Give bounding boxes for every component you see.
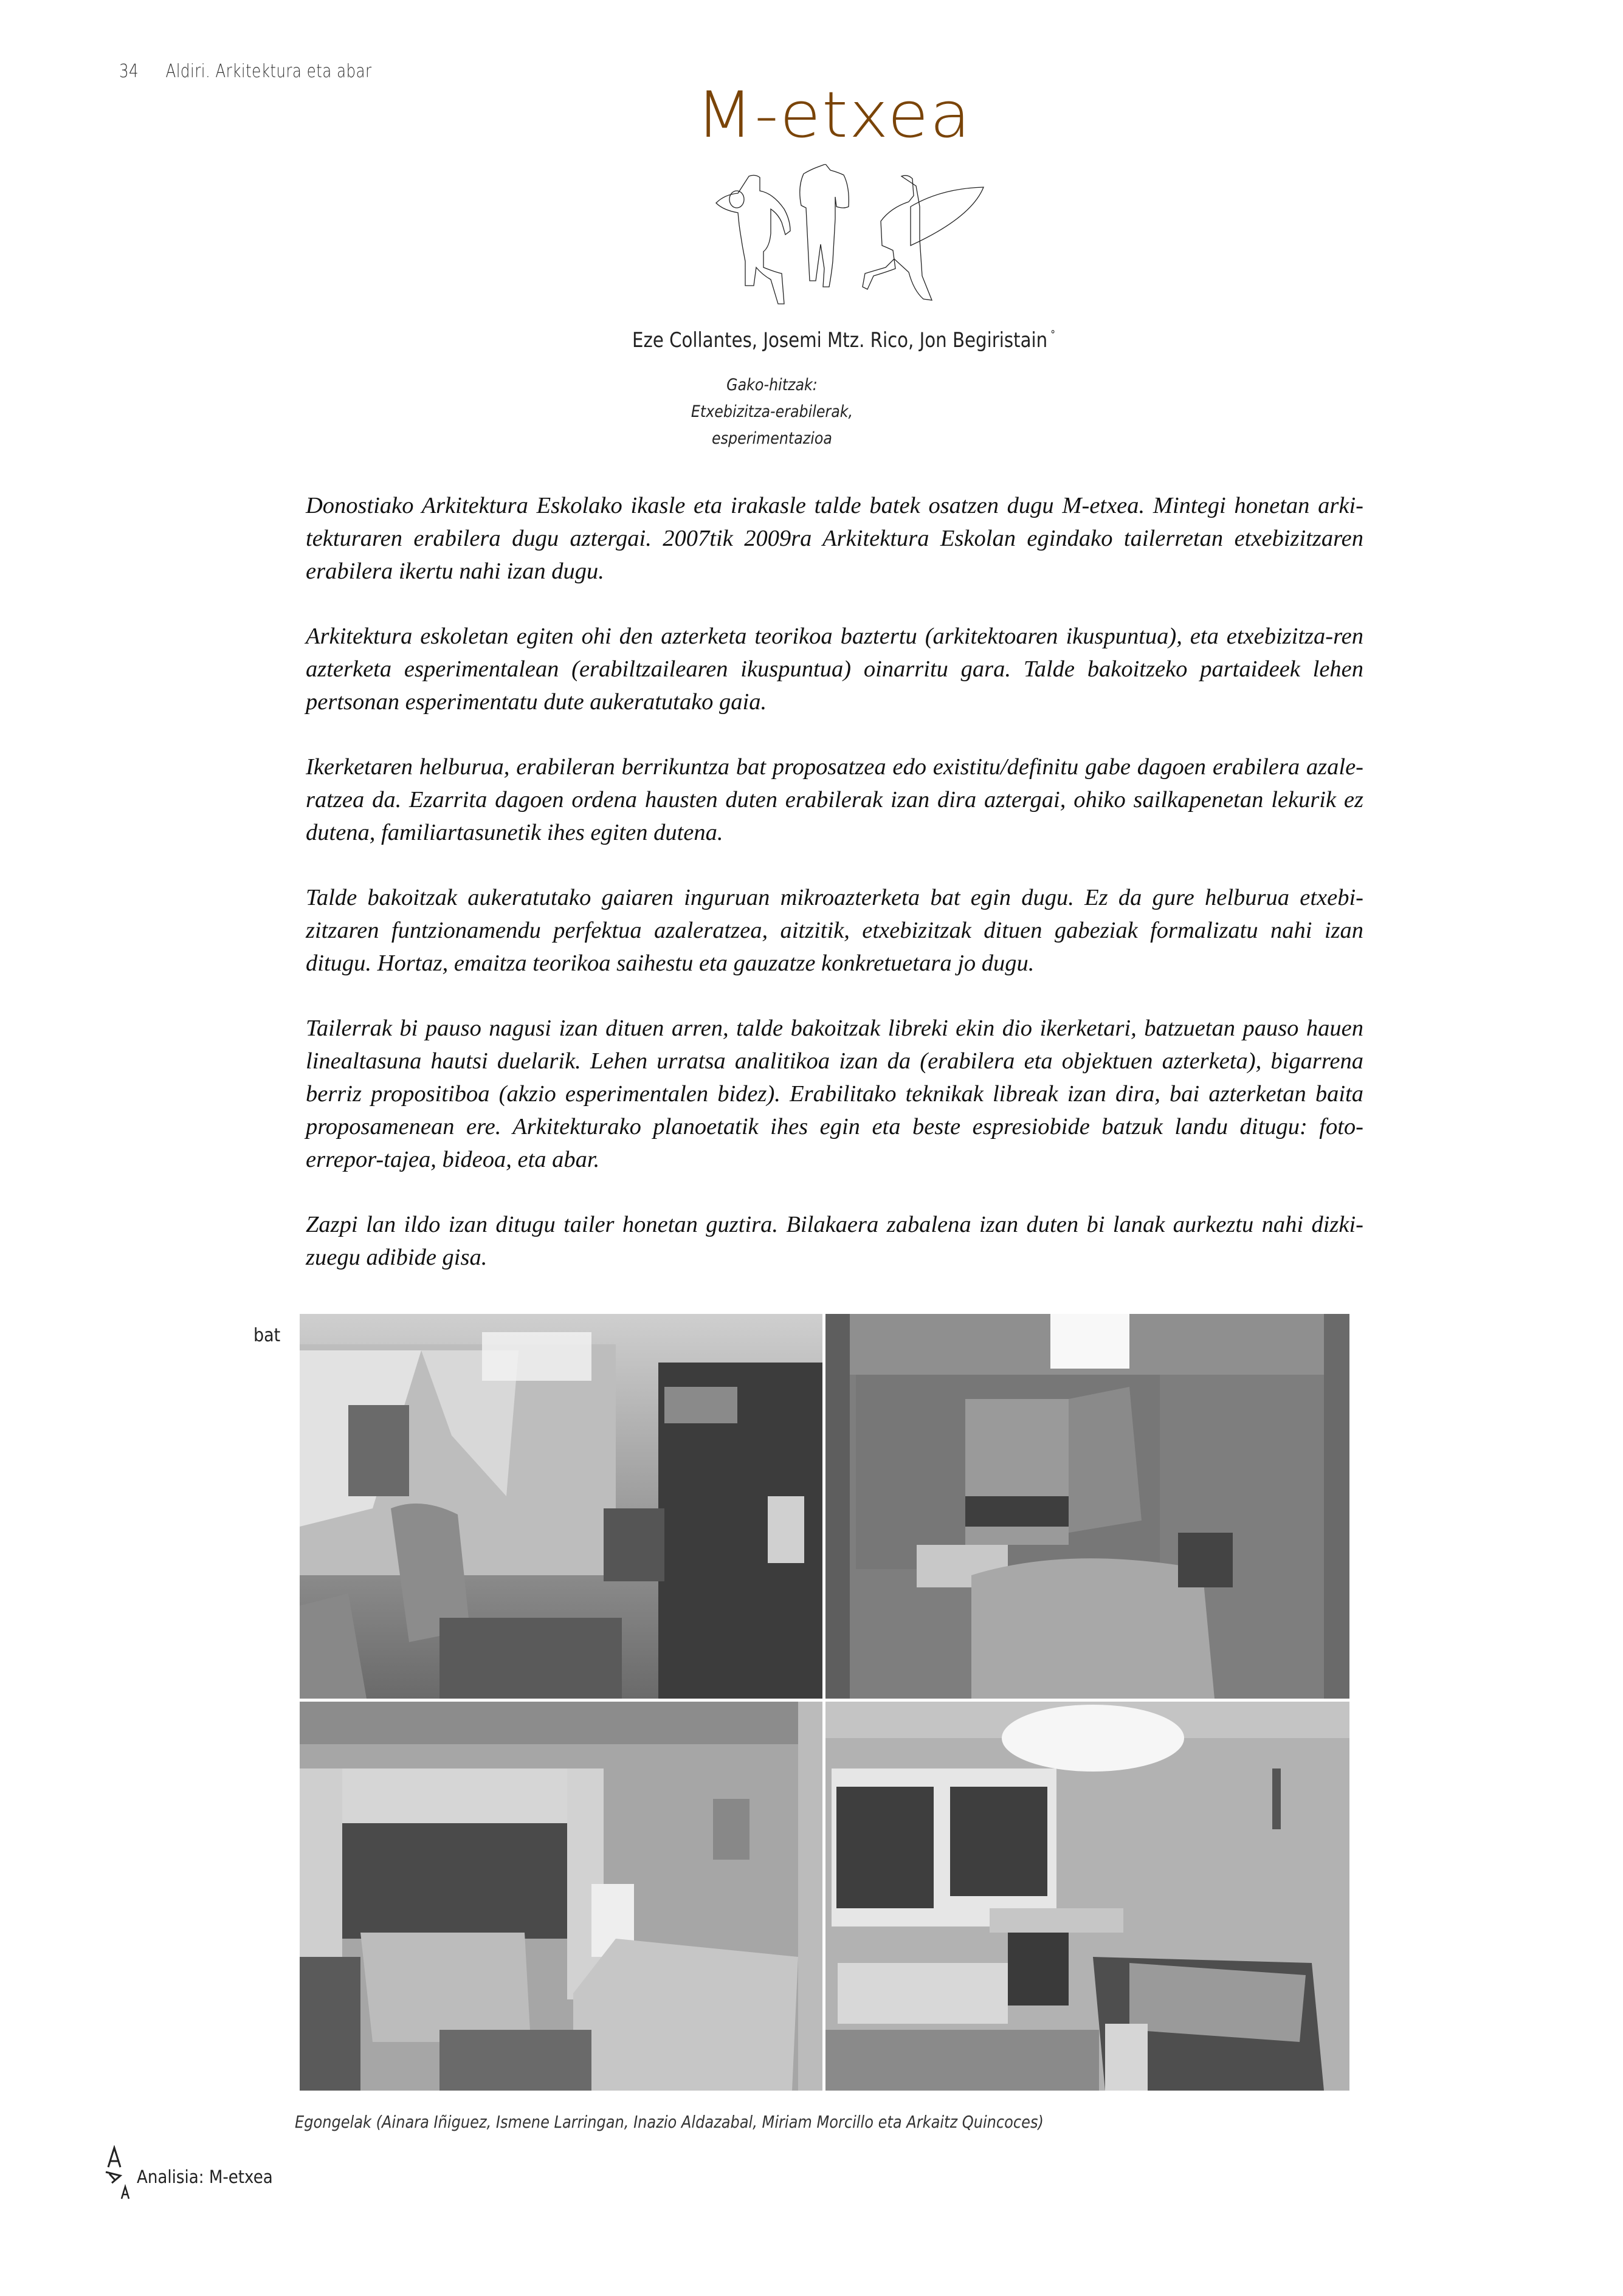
aaa-logo-icon <box>103 2145 140 2200</box>
surfer-icon <box>863 176 984 300</box>
rugby-player-icon <box>716 175 790 304</box>
author-footnote-mark: ° <box>1050 328 1056 341</box>
article-authors <box>632 328 1056 352</box>
paragraph: Arkitektura eskoletan egiten ohi den azterketa teorikoa baztertu (arkitektoaren ikuspuntua), eta etxebizitza-ren azterketa esperimentalean (erabiltzailearen ikuspuntua) oinarritu gara. Talde bakoitzeko partaideek lehen pertsonan esperimentatu dute aukeratutako gaia. <box>306 624 1363 715</box>
photo-living-room-cabinet <box>300 1314 822 1699</box>
photo-study-room <box>825 1702 1349 2091</box>
keyword-1: Etxebizitza-erabilerak, <box>691 402 853 421</box>
paragraph: Donostiako Arkitektura Eskolako ikasle eta irakasle talde batek osatzen dugu M-etxea. Mintegi honetan arki-tekturaren erabilera dugu aztergai. 2007tik 2009ra Arkitektura Eskolan egindako tailerretan etxebizitzaren erabilera ikertu nahi izan dugu. <box>306 493 1363 584</box>
article-title: M-etxea <box>695 78 972 152</box>
paragraph: Zazpi lan ildo izan ditugu tailer honetan guztira. Bilakaera zabalena izan duten bi lanak aurkeztu nahi dizki-zuegu adibide gisa. <box>306 1212 1363 1270</box>
keywords-block <box>627 372 916 452</box>
paragraph: Ikerketaren helburua, erabileran berrikuntza bat proposatzea edo existitu/definitu gabe dagoen erabilera azale-ratzea da. Ezarrita dagoen ordena hausten duten erabilerak izan dira aztergai, ohiko sailkapenetan lekurik ez dutena, familiartasunetik ihes egiten dutena. <box>306 754 1363 845</box>
keywords-label: Gako-hitzak: <box>726 376 818 394</box>
page-number: 34 <box>119 61 139 82</box>
figure-label: bat <box>253 1325 281 1346</box>
figure-caption: Egongelak (Ainara Iñiguez, Ismene Larringan, Inazio Aldazabal, Miriam Morcillo eta Arkaitz Quincoces) <box>295 2112 1044 2132</box>
runner-icon <box>800 164 849 287</box>
keyword-2: esperimentazioa <box>712 429 832 448</box>
photo-bedroom <box>825 1314 1349 1699</box>
paragraph: Tailerrak bi pauso nagusi izan dituen arren, talde bakoitzak libreki ekin dio ikerketari, batzuetan pauso hauen linealtasuna hautsi duelarik. Lehen urratsa analitikoa izan da (erabilera eta objektuen azterketa), bigarrena berriz propositiboa (akzio esperimentalen bidez). Erabilitako teknikak libreak izan dira, bai azterketan baita proposamenean ere. Arkitekturako planoetatik ihes egin eta beste espresiobide batzuk landu ditugu: foto-errepor-tajea, bideoa, eta abar. <box>306 1016 1363 1172</box>
author-names: Eze Collantes, Josemi Mtz. Rico, Jon Begiristain <box>632 328 1048 352</box>
photo-grid <box>300 1314 1349 2091</box>
running-title: Aldiri. Arkitektura eta abar <box>165 61 372 82</box>
article-body <box>306 489 1363 1306</box>
paragraph: Talde bakoitzak aukeratutako gaiaren inguruan mikroazterketa bat egin dugu. Ez da gure helburua etxebi-zitzaren funtzionamendu perfektua azaleratzea, aitzitik, etxebizitzak dituen gabeziak formalizatu nahi izan ditugu. Hortaz, emaitza teorikoa saihestu eta gauzatze konkretuetara jo dugu. <box>306 885 1363 976</box>
photo-living-room-sofas <box>300 1702 822 2091</box>
footer-section-title: Analisia: M-etxea <box>137 2167 273 2187</box>
athletes-illustration <box>693 164 985 310</box>
